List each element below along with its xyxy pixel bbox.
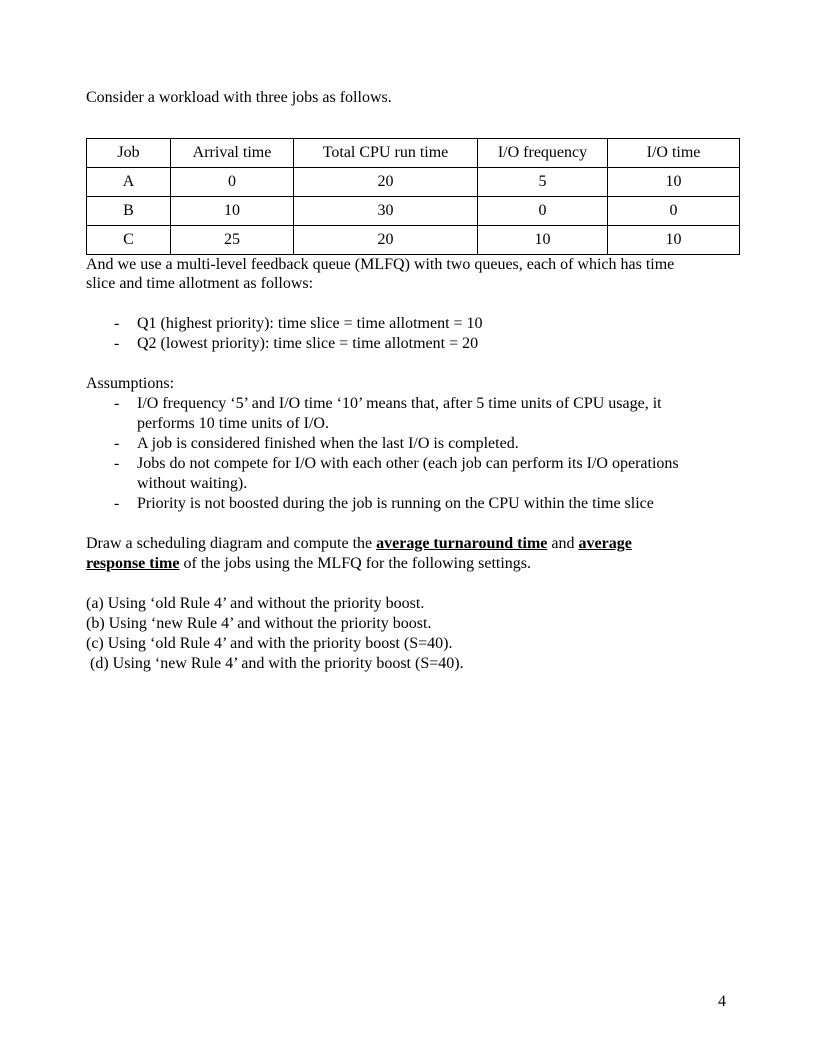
table-cell: 5 — [478, 168, 608, 197]
task-text: of the jobs using the MLFQ for the following settings. — [179, 555, 531, 572]
assumption-1-line1: I/O frequency ‘5’ and I/O time ‘10’ means that, after 5 time units of CPU usage, it — [137, 395, 662, 412]
table-cell: 0 — [478, 197, 608, 226]
bullet-dash: - — [114, 455, 120, 472]
table-cell: B — [87, 197, 171, 226]
emphasis-response-time: response time — [86, 555, 180, 572]
task-text: Draw a scheduling diagram and compute the — [86, 535, 377, 552]
jobs-table — [86, 138, 740, 255]
bullet-dash: - — [114, 315, 120, 332]
table-row — [87, 226, 740, 255]
setting-d: (d) Using ‘new Rule 4’ and with the priority boost (S=40). — [86, 655, 464, 672]
bullet-dash: - — [114, 435, 120, 452]
table-cell: 10 — [608, 168, 740, 197]
queue-q2-text: Q2 (lowest priority): time slice = time allotment = 20 — [137, 335, 479, 352]
table-cell: 25 — [171, 226, 294, 255]
table-cell: 10 — [171, 197, 294, 226]
setting-b: (b) Using ‘new Rule 4’ and without the priority boost. — [86, 615, 432, 632]
emphasis-turnaround: average turnaround time — [376, 535, 548, 552]
assumption-1-line2: performs 10 time units of I/O. — [137, 415, 329, 432]
bullet-dash: - — [114, 335, 120, 352]
table-row — [87, 197, 740, 226]
table-cell: 0 — [171, 168, 294, 197]
header-cell: Total CPU run time — [294, 139, 478, 168]
table-cell: 20 — [294, 226, 478, 255]
setting-c: (c) Using ‘old Rule 4’ and with the priority boost (S=40). — [86, 635, 453, 652]
bullet-dash: - — [114, 395, 120, 412]
task-text-line1 — [86, 534, 632, 554]
table-cell: C — [87, 226, 171, 255]
header-cell: I/O time — [608, 139, 740, 168]
assumption-4: Priority is not boosted during the job is running on the CPU within the time slice — [137, 495, 654, 512]
assumption-3-line2: without waiting). — [137, 475, 248, 492]
header-cell: Arrival time — [171, 139, 294, 168]
header-cell: Job — [87, 139, 171, 168]
bullet-dash: - — [114, 495, 120, 512]
assumption-3-line1: Jobs do not compete for I/O with each other (each job can perform its I/O operations — [137, 455, 679, 472]
emphasis-average: average — [578, 535, 632, 552]
table-header-row — [87, 139, 740, 168]
task-text-line2 — [86, 554, 531, 574]
table-row — [87, 168, 740, 197]
mlfq-text-line1: And we use a multi-level feedback queue (MLFQ) with two queues, each of which has time — [86, 256, 675, 273]
intro-text: Consider a workload with three jobs as follows. — [86, 89, 392, 106]
table-cell: A — [87, 168, 171, 197]
task-text: and — [547, 535, 579, 552]
table-cell: 10 — [478, 226, 608, 255]
assumptions-title: Assumptions: — [86, 375, 175, 392]
table-cell: 0 — [608, 197, 740, 226]
page-number: 4 — [718, 993, 726, 1010]
assumption-2: A job is considered finished when the last I/O is completed. — [137, 435, 519, 452]
mlfq-text-line2: slice and time allotment as follows: — [86, 275, 314, 292]
header-cell: I/O frequency — [478, 139, 608, 168]
queue-q1-text: Q1 (highest priority): time slice = time allotment = 10 — [137, 315, 483, 332]
table-cell: 10 — [608, 226, 740, 255]
table-cell: 20 — [294, 168, 478, 197]
setting-a: (a) Using ‘old Rule 4’ and without the priority boost. — [86, 595, 425, 612]
table-cell: 30 — [294, 197, 478, 226]
